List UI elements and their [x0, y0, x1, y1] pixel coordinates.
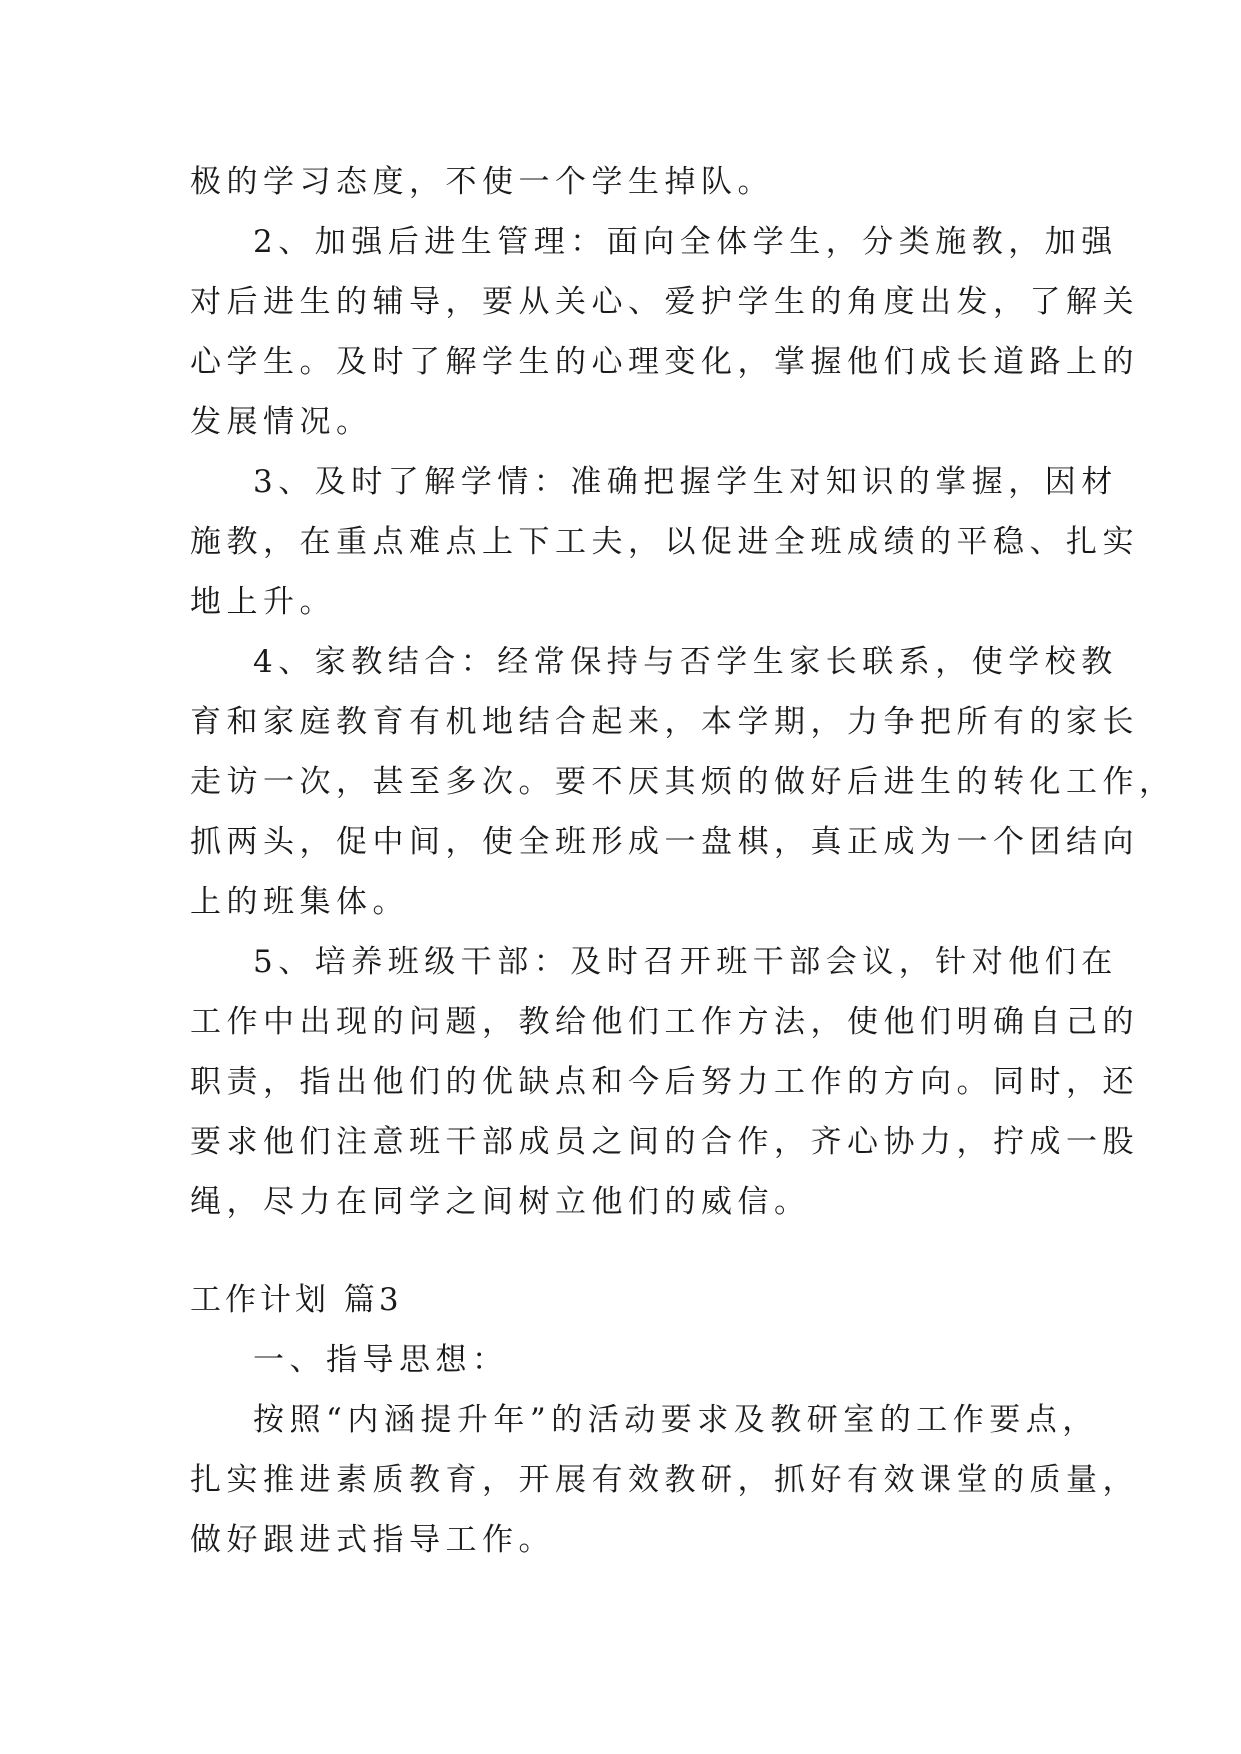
paragraph-line: 心学生。及时了解学生的心理变化，掌握他们成长道路上的: [190, 344, 1139, 380]
paragraph-line: 5、培养班级干部：及时召开班干部会议，针对他们在: [253, 944, 1118, 980]
paragraph-line: 施教，在重点难点上下工夫，以促进全班成绩的平稳、扎实: [190, 524, 1139, 560]
paragraph-line: 职责，指出他们的优缺点和今后努力工作的方向。同时，还: [190, 1064, 1139, 1100]
paragraph-line: 3、及时了解学情：准确把握学生对知识的掌握，因材: [253, 464, 1118, 500]
paragraph-line: 按照“内涵提升年”的活动要求及教研室的工作要点，: [253, 1402, 1099, 1438]
paragraph-line: 育和家庭教育有机地结合起来，本学期，力争把所有的家长: [190, 704, 1139, 740]
paragraph-line: 抓两头，促中间，使全班形成一盘棋，真正成为一个团结向: [190, 824, 1139, 860]
paragraph-line: 4、家教结合：经常保持与否学生家长联系，使学校教: [253, 644, 1118, 680]
paragraph-line: 对后进生的辅导，要从关心、爱护学生的角度出发，了解关: [190, 284, 1139, 320]
paragraph-line: 扎实推进素质教育，开展有效教研，抓好有效课堂的质量，: [190, 1462, 1139, 1498]
subheading: 一、指导思想：: [253, 1342, 509, 1378]
paragraph-line: 地上升。: [190, 584, 336, 620]
paragraph-line: 做好跟进式指导工作。: [190, 1522, 555, 1558]
paragraph-line: 2、加强后进生管理：面向全体学生，分类施教，加强: [253, 224, 1118, 260]
paragraph-line: 要求他们注意班干部成员之间的合作，齐心协力，拧成一股: [190, 1124, 1139, 1160]
paragraph-line: 发展情况。: [190, 404, 373, 440]
paragraph-line: 绳，尽力在同学之间树立他们的威信。: [190, 1184, 811, 1220]
paragraph-line: 走访一次，甚至多次。要不厌其烦的做好后进生的转化工作，: [190, 764, 1176, 800]
paragraph-line: 极的学习态度，不使一个学生掉队。: [190, 164, 774, 200]
paragraph-line: 上的班集体。: [190, 884, 409, 920]
paragraph-line: 工作中出现的问题，教给他们工作方法，使他们明确自己的: [190, 1004, 1139, 1040]
section-heading: 工作计划 篇3: [190, 1282, 403, 1318]
